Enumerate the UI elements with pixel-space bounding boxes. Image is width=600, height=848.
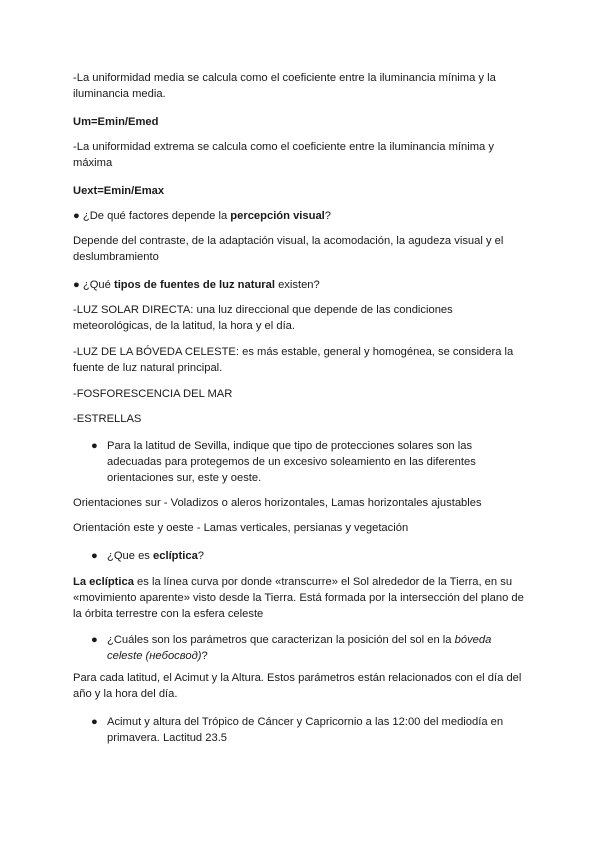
question-fuentes-luz [73, 277, 533, 293]
question-end: ? [197, 550, 205, 562]
bullet-icon: ● [91, 550, 98, 562]
question-italic: bóveda celeste (небосвод) [107, 634, 492, 662]
bullet-icon: ● [91, 440, 98, 452]
question-bold: tipos de fuentes de luz natural [113, 279, 275, 291]
question-ecliptica [107, 548, 527, 564]
question-parametros-sol [107, 632, 527, 664]
answer-orientacion-sur: Orientaciones sur - Voladizos o aleros horizontales, Lamas horizontales ajustables [73, 497, 482, 509]
question-end: ? [324, 210, 332, 222]
question-percepcion-visual [73, 208, 533, 224]
question-text: ¿Que es [107, 550, 154, 562]
bullet-icon: ● [91, 634, 98, 646]
bullet-icon: ● [73, 210, 80, 222]
question-text: ¿Qué [82, 279, 114, 291]
paragraph-fosforescencia: -FOSFORESCENCIA DEL MAR [73, 388, 233, 400]
paragraph-estrellas: -ESTRELLAS [73, 413, 142, 425]
question-text: ¿Cuáles son los parámetros que caracterizan la posición del sol en la [107, 634, 455, 646]
paragraph-uniformidad-media: -La uniformidad media se calcula como el coeficiente entre la iluminancia mínima y la iluminancia media. [73, 72, 496, 100]
answer-orientacion-este-oeste: Orientación este y oeste - Lamas verticales, persianas y vegetación [73, 522, 409, 534]
formula-um: Um=Emin/Emed [73, 116, 159, 128]
question-bold: percepción visual [230, 210, 325, 222]
paragraph-boveda-celeste: -LUZ DE LA BÓVEDA CELESTE: es más estable, general y homogénea, se considera la fuente de luz natural principal. [73, 346, 514, 374]
bullet-icon: ● [73, 279, 80, 291]
question-protecciones-solares: Para la latitud de Sevilla, indique que tipo de protecciones solares son las adecuadas para protegemos de un excesivo soleamiento en las diferentes orientaciones sur, este y oeste. [107, 440, 476, 484]
answer-parametros-sol: Para cada latitud, el Acimut y la Altura. Estos parámetros están relacionados con el día del año y la hora del día. [73, 672, 522, 700]
paragraph-luz-solar: -LUZ SOLAR DIRECTA: una luz direccional que depende de las condiciones meteorológicas, de la latitud, la hora y el día. [73, 304, 453, 332]
question-acimut-altura: Acimut y altura del Trópico de Cáncer y Capricornio a las 12:00 del mediodía en primavera. Lactitud 23.5 [107, 716, 504, 744]
question-text: ¿De qué factores depende la [82, 210, 231, 222]
answer-text: es la línea curva por donde «transcurre» el Sol alrededor de la Tierra, en su «movimiento aparente» visto desde la Tierra. Está formada por la intersección del plano de la órbita terrestre con la esfera celeste [73, 576, 524, 620]
answer-percepcion-visual: Depende del contraste, de la adaptación visual, la acomodación, la agudeza visual y el deslumbramiento [73, 235, 504, 263]
bullet-icon: ● [91, 716, 98, 728]
question-end: ? [201, 650, 208, 662]
question-end: existen? [274, 279, 320, 291]
answer-ecliptica [73, 574, 533, 622]
question-bold: eclíptica [153, 550, 198, 562]
paragraph-uniformidad-extrema: -La uniformidad extrema se calcula como el coeficiente entre la iluminancia mínima y máxima [73, 141, 494, 169]
answer-bold: La eclíptica [73, 576, 134, 588]
formula-uext: Uext=Emin/Emax [73, 185, 165, 197]
